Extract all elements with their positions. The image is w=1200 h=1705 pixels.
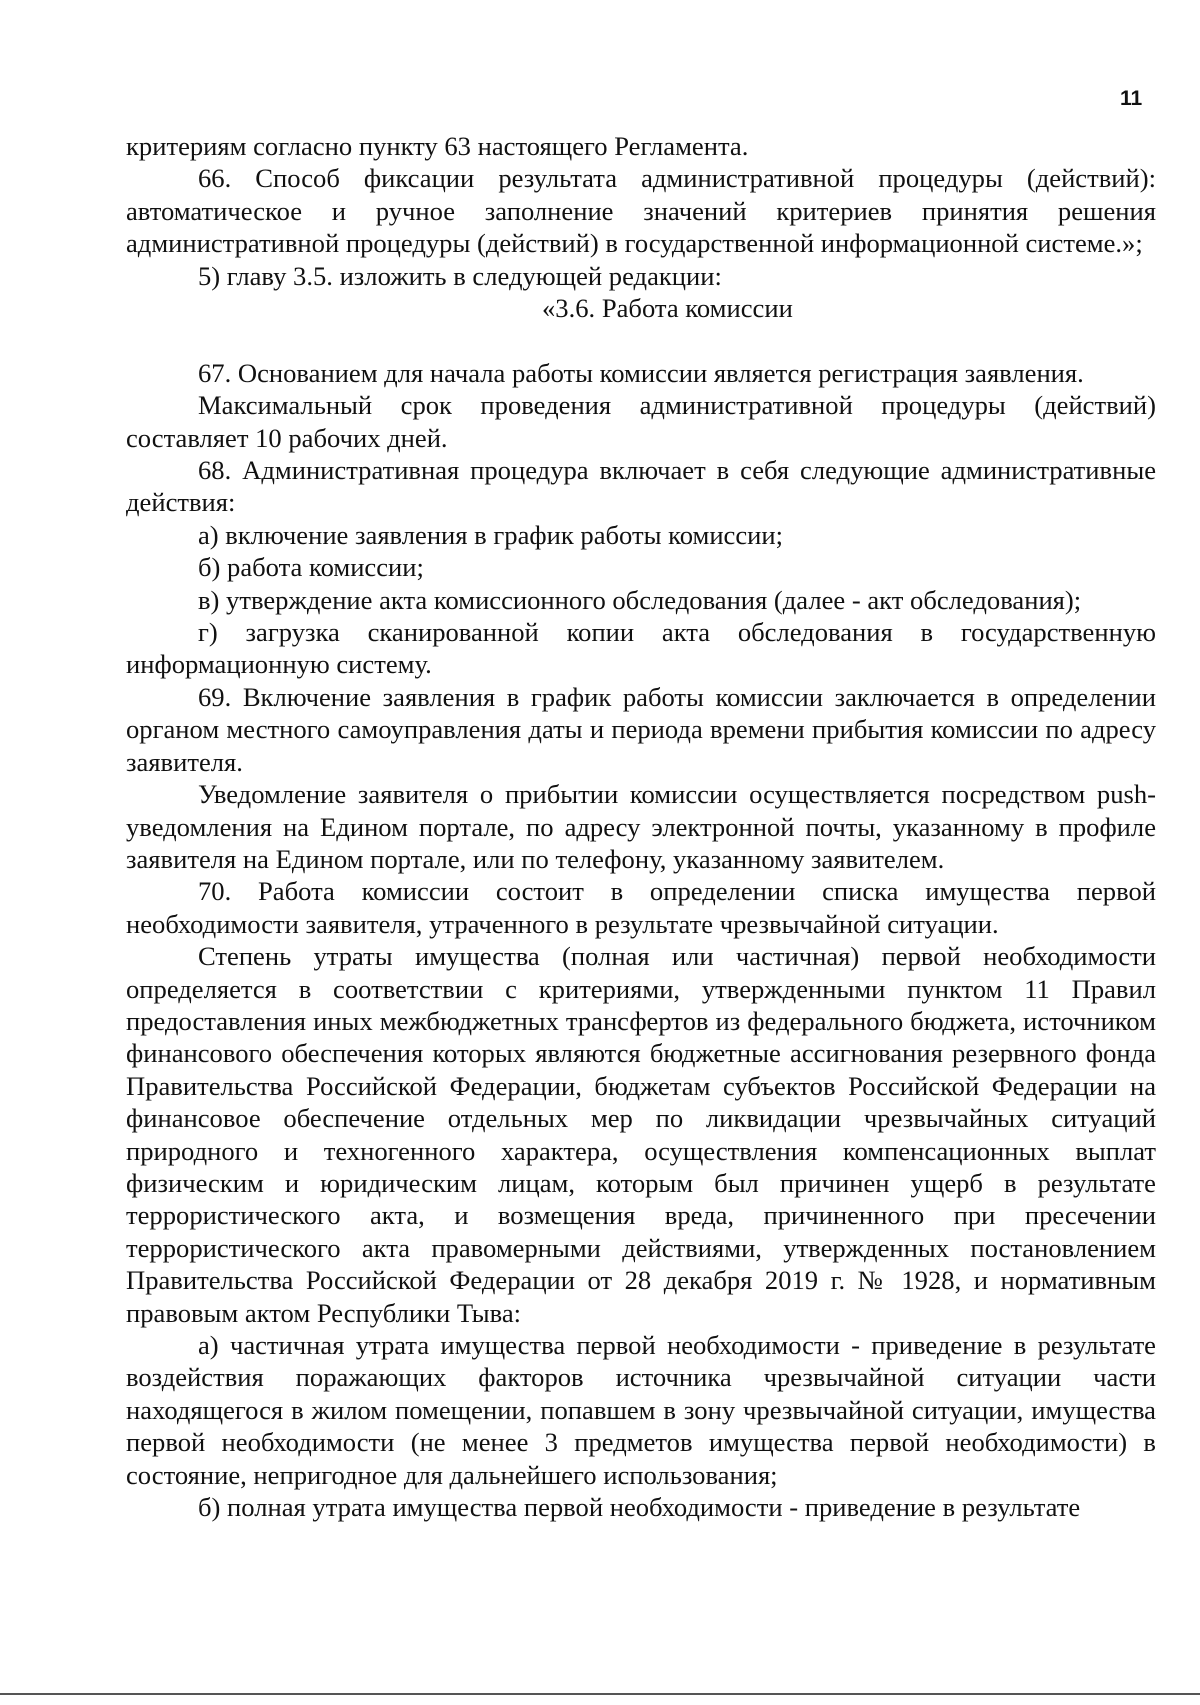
blank-line [126,324,1156,356]
page-number: 11 [1120,87,1143,110]
list-item-a: а) включение заявления в график работы комиссии; [198,519,784,550]
paragraph-max-term: Максимальный срок проведения административной процедуры (действий) составляет 10 рабочих дней. [126,390,1156,453]
paragraph-notification: Уведомление заявителя о прибытии комиссии осуществляется посредством push-уведомления на Едином портале, по адресу электронной почты, указанному в профиле заявителя на Едином портале, или по телефону, указанному заявителем. [126,779,1156,874]
list-item-g: г) загрузка сканированной копии акта обследования в государственную информационную систему. [126,617,1156,680]
paragraph-67: 67. Основанием для начала работы комиссии является регистрация заявления. [198,357,1084,388]
paragraph-69: 69. Включение заявления в график работы комиссии заключается в определении органом местного самоуправления даты и периода времени прибытия комиссии по адресу заявителя. [126,681,1156,777]
document-body [126,130,1156,1523]
paragraph-70: 70. Работа комиссии состоит в определении списка имущества первой необходимости заявителя, утраченного в результате чрезвычайной ситуации. [126,876,1156,939]
paragraph-loss-degree: Степень утраты имущества (полная или частичная) первой необходимости определяется в соответствии с критериями, утвержденными пунктом 11 Правил предоставления иных межбюджетных трансфертов из федерального бюджета, источником финансового обеспечения которых являются бюджетные ассигнования резервного фонда Правительства Российской Федерации, бюджетам субъектов Российской Федерации на финансовое обеспечение отдельных мер по ликвидации чрезвычайных ситуаций природного и техногенного характера, осуществления компенсационных выплат физическим и юридическим лицам, которым был причинен ущерб в результате террористического акта, и возмещения вреда, причиненного при пресечении террористического акта правомерными действиями, утвержденных постановлением Правительства Российской Федерации от 28 декабря 2019 г. № 1928, и нормативным правовым актом Республики Тыва: [126,941,1156,1328]
list-item-b: б) работа комиссии; [198,552,424,583]
section-heading-3-6: «3.6. Работа комиссии [542,293,793,324]
scan-bottom-edge [0,1693,1200,1695]
paragraph-amendment-5: 5) главу 3.5. изложить в следующей редакции: [198,260,722,291]
paragraph-66: 66. Способ фиксации результата административной процедуры (действий): автоматическое и ручное заполнение значений критериев принятия решения административной процедуры (действий) в государственной информационной системе.»; [126,163,1156,259]
paragraph-continuation: критериям согласно пункту 63 настоящего Регламента. [126,131,749,161]
list-item-v: в) утверждение акта комиссионного обследования (далее - акт обследования); [198,584,1082,615]
list-item-full-loss: б) полная утрата имущества первой необходимости - приведение в результате [198,1492,1081,1523]
list-item-partial-loss: а) частичная утрата имущества первой необходимости - приведение в результате воздействия поражающих факторов источника чрезвычайной ситуации части находящегося в жилом помещении, попавшем в зону чрезвычайной ситуации, имущества первой необходимости (не менее 3 предметов имущества первой необходимости) в состояние, непригодное для дальнейшего использования; [126,1330,1156,1490]
paragraph-68: 68. Административная процедура включает в себя следующие административные действия: [126,455,1156,518]
